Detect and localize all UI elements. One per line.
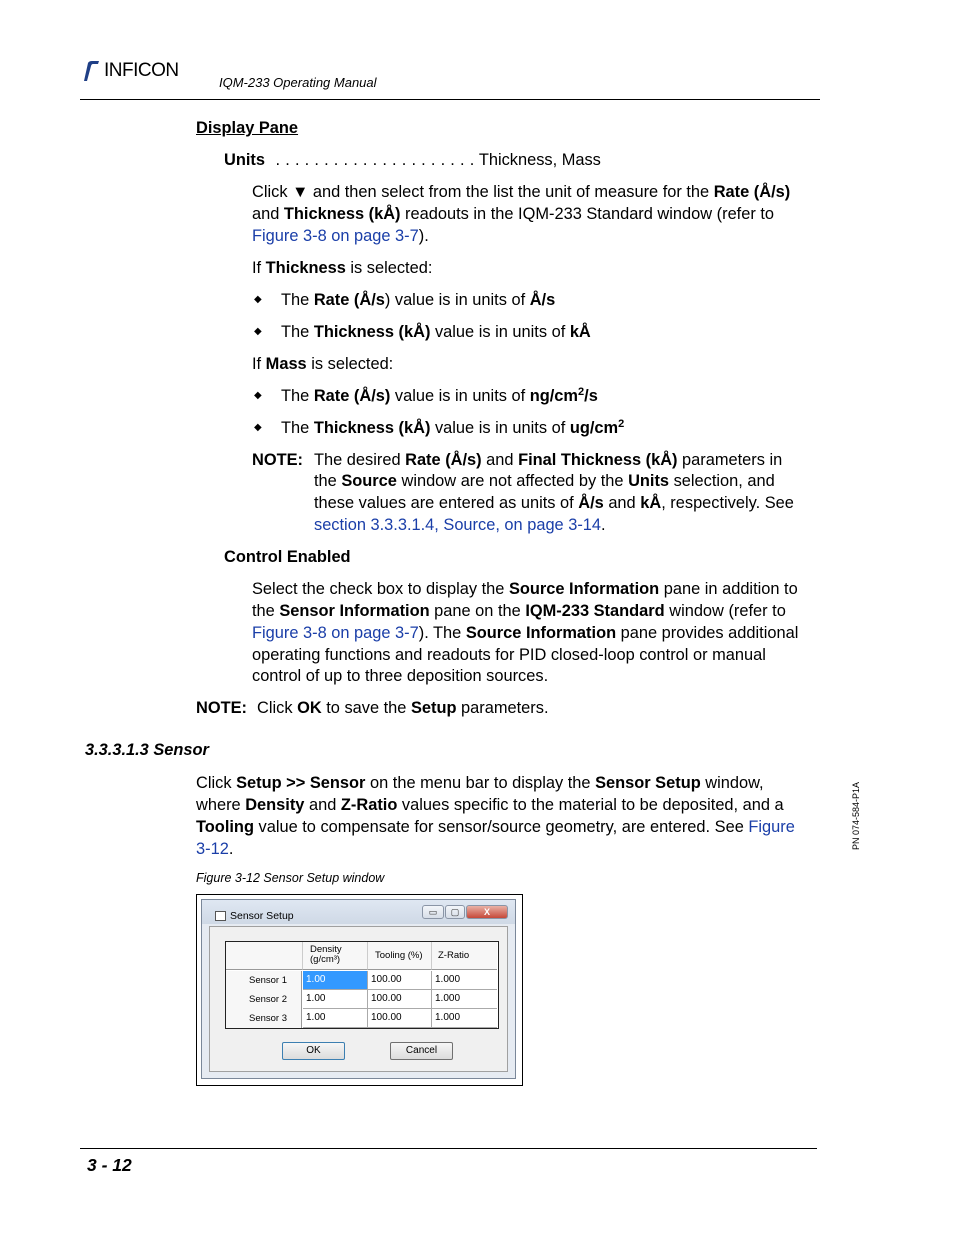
figure-3-12-link[interactable]: Figure — [748, 818, 795, 836]
display-pane-para-line2: and Thickness (kÅ) readouts in the IQM-233 Standard window (refer to — [252, 205, 775, 223]
logo-text: INFICON — [104, 60, 179, 81]
bullet-rate-thickness: The Rate (Å/s) value is in units of Å/s — [281, 291, 556, 309]
grid-corner-header — [226, 942, 303, 970]
note-line1: The desired Rate (Å/s) and Final Thickness (kÅ) parameters in — [314, 451, 783, 469]
units-label: Units — [224, 151, 265, 169]
ok-button[interactable]: OK — [282, 1042, 345, 1060]
page-number: 3 - 12 — [87, 1155, 132, 1175]
control-enabled-line1: Select the check box to display the Source Information pane in addition to — [252, 580, 798, 598]
window-client-area — [209, 926, 508, 1072]
control-enabled-line2: the Sensor Information pane on the IQM-233 Standard window (refer to — [252, 602, 786, 620]
part-number: PN 074-584-P1A — [851, 781, 862, 851]
figure-3-8-link[interactable]: Figure 3-8 on page 3-7 — [252, 624, 419, 642]
figure-3-8-link[interactable]: Figure 3-8 on page 3-7 — [252, 227, 419, 245]
units-line — [224, 149, 601, 171]
tooling-cell[interactable]: 100.00 — [368, 1009, 432, 1028]
cancel-button[interactable]: Cancel — [390, 1042, 453, 1060]
note-line3: these values are entered as units of Å/s and kÅ, respectively. See — [314, 494, 794, 512]
display-pane-para-line1: Click ▼ and then select from the list the unit of measure for the Rate (Å/s) — [252, 183, 791, 201]
bullet-diamond-icon: ◆ — [254, 294, 262, 305]
zratio-cell[interactable]: 1.000 — [432, 971, 497, 990]
if-mass-line: If Mass is selected: — [252, 355, 394, 373]
sensor-section-heading: 3.3.3.1.3 Sensor — [85, 741, 209, 759]
row-header[interactable]: Sensor 1 — [226, 971, 302, 990]
inficon-logo — [82, 58, 179, 84]
units-value: Thickness, Mass — [478, 151, 601, 169]
bullet-rate-mass: The Rate (Å/s) value is in units of $ng/cm^2/s$ — [281, 386, 598, 405]
row-header[interactable]: Sensor 3 — [226, 1009, 302, 1028]
sensor-para-line2: where Density and Z-Ratio values specific to the material to be deposited, and a — [196, 796, 784, 814]
if-thickness-line: If Thickness is selected: — [252, 259, 433, 277]
note-label: NOTE: — [252, 451, 303, 469]
control-enabled-heading: Control Enabled — [224, 548, 351, 566]
column-header-zratio[interactable]: Z-Ratio — [432, 942, 497, 970]
minimize-button[interactable]: ▭ — [422, 905, 444, 919]
density-cell[interactable]: 1.00 — [303, 990, 368, 1009]
tooling-cell[interactable]: 100.00 — [368, 971, 432, 990]
display-pane-para-line3: Figure 3-8 on page 3-7). — [252, 227, 429, 245]
window-app-icon — [215, 911, 226, 921]
row-header[interactable]: Sensor 2 — [226, 990, 302, 1009]
note-line4: section 3.3.3.1.4, Source, on page 3-14. — [314, 516, 606, 534]
bullet-thickness-mass: The Thickness (kÅ) value is in units of $ug/cm^2$ — [281, 418, 625, 437]
bullet-diamond-icon: ◆ — [254, 326, 262, 337]
maximize-button[interactable]: ▢ — [445, 905, 465, 919]
figure-3-12-link-cont[interactable]: 3-12 — [196, 840, 229, 858]
display-pane-heading: Display Pane — [196, 119, 299, 137]
sensor-setup-window — [201, 899, 516, 1079]
figure-caption: Figure 3-12 Sensor Setup window — [196, 871, 385, 885]
bullet-diamond-icon: ◆ — [254, 390, 262, 401]
density-cell[interactable]: 1.00 — [303, 971, 368, 990]
control-enabled-line4: operating functions and readouts for PID closed-loop control or manual — [252, 646, 766, 664]
header-rule — [80, 99, 820, 100]
sensor-para-line4: 3-12. — [196, 840, 234, 858]
units-leader-dots: . . . . . . . . . . . . . . . . . . . . . — [275, 151, 475, 169]
window-title: Sensor Setup — [230, 910, 294, 922]
sensor-para-line3: Tooling value to compensate for sensor/source geometry, are entered. See Figure — [196, 818, 795, 836]
save-note: NOTE: Click OK to save the Setup parameters. — [196, 699, 549, 717]
zratio-cell[interactable]: 1.000 — [432, 1009, 497, 1028]
footer-rule — [80, 1148, 817, 1149]
column-header-density[interactable]: Density (g/cm³) — [303, 942, 368, 970]
bullet-diamond-icon: ◆ — [254, 422, 262, 433]
note-line2: the Source window are not affected by the Units selection, and — [314, 472, 775, 490]
bullet-thickness-thickness: The Thickness (kÅ) value is in units of kÅ — [281, 323, 591, 341]
control-enabled-line3: Figure 3-8 on page 3-7). The Source Information pane provides additional — [252, 624, 799, 642]
manual-title: IQM-233 Operating Manual — [219, 75, 377, 90]
section-source-link[interactable]: section 3.3.3.1.4, Source, on page 3-14 — [314, 516, 602, 534]
sensor-grid — [225, 941, 499, 1029]
control-enabled-line5: control of up to three deposition sources. — [252, 667, 549, 685]
sensor-para-line1: Click Setup >> Sensor on the menu bar to display the Sensor Setup window, — [196, 774, 764, 792]
close-button[interactable]: X — [466, 905, 508, 919]
tooling-cell[interactable]: 100.00 — [368, 990, 432, 1009]
density-cell[interactable]: 1.00 — [303, 1009, 368, 1028]
zratio-cell[interactable]: 1.000 — [432, 990, 497, 1009]
inficon-logo-icon — [82, 60, 100, 82]
column-header-tooling[interactable]: Tooling (%) — [368, 942, 432, 970]
